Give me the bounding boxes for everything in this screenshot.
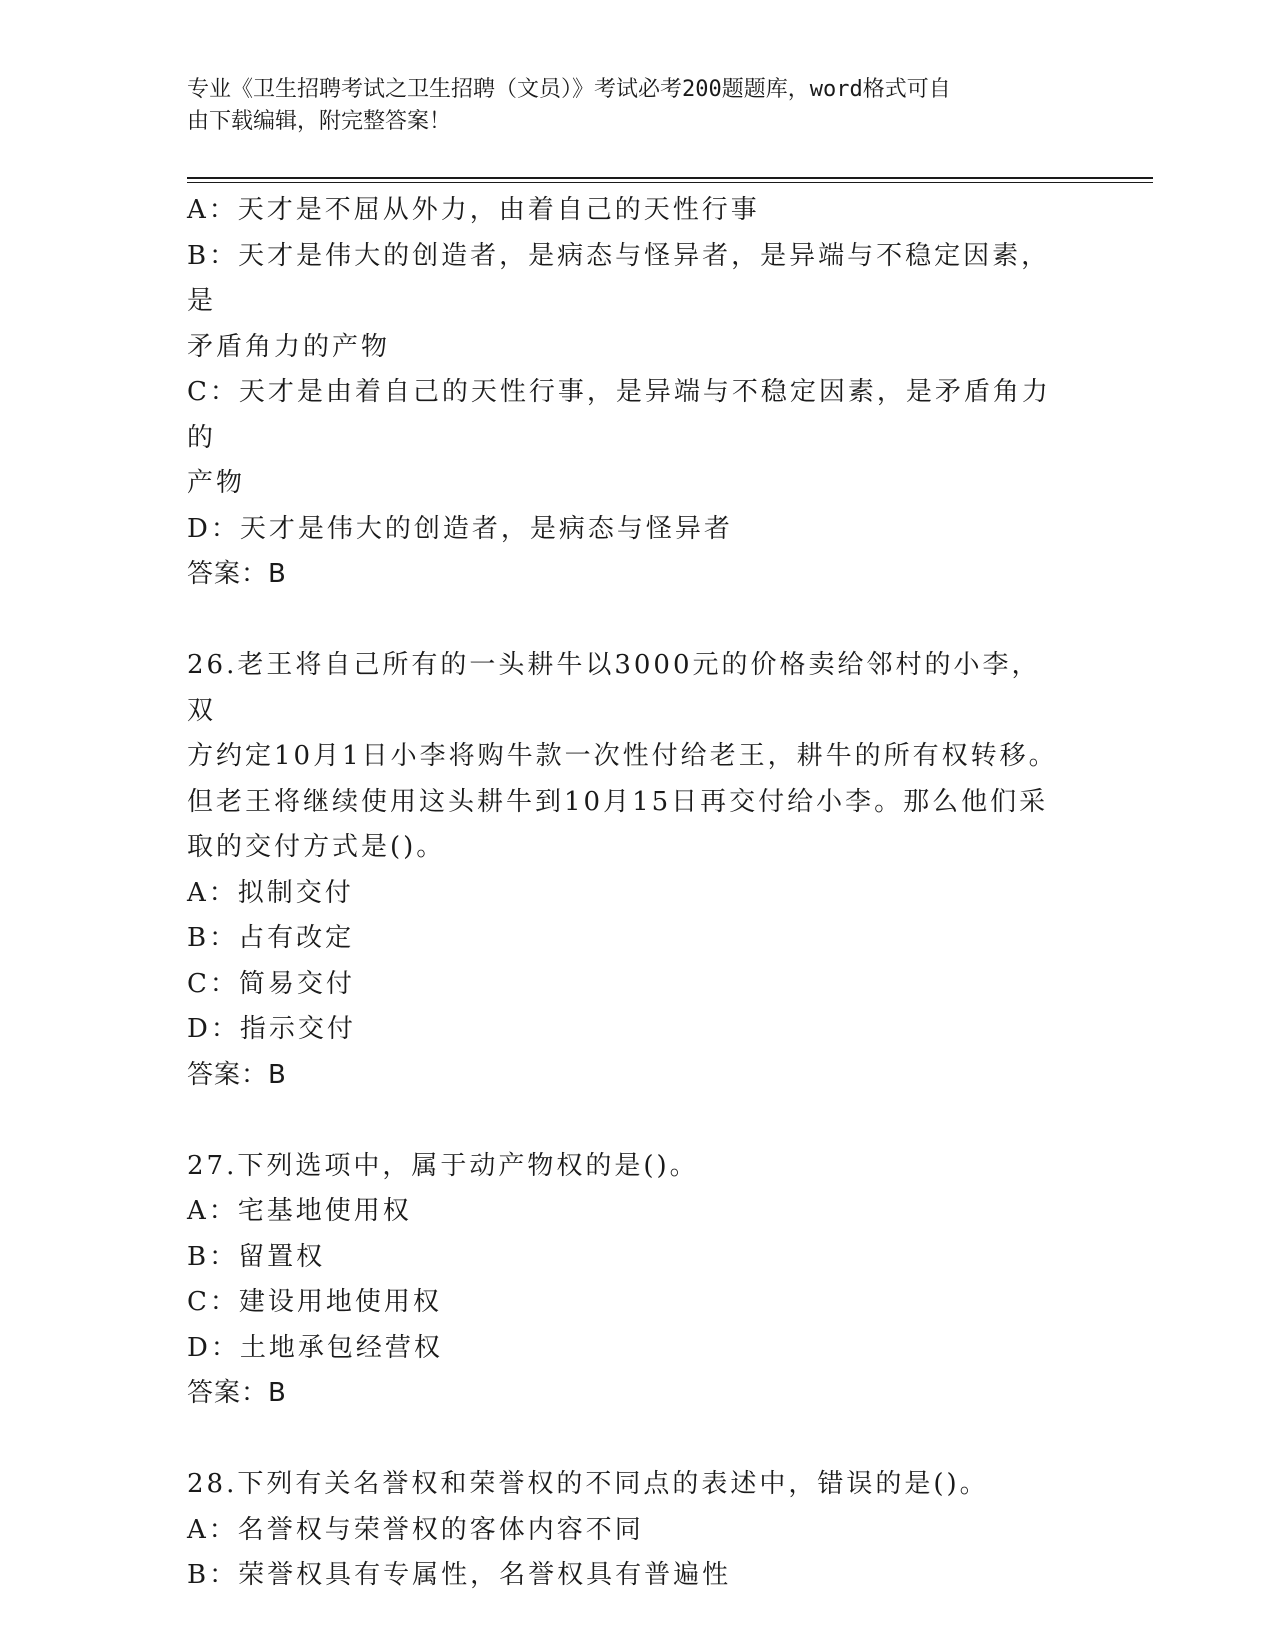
q27-option-c: C：建设用地使用权 (187, 1287, 442, 1317)
q25-option-c-line-2: 产物 (187, 468, 246, 498)
spacer (187, 1098, 1067, 1144)
question-25-options (187, 188, 1067, 598)
q27-option-b: B：留置权 (187, 1241, 326, 1272)
question-26 (187, 643, 1067, 1098)
question-28 (187, 1462, 1067, 1599)
header-rule-thin (187, 182, 1153, 183)
q26-answer: 答案：B (187, 1059, 287, 1090)
q26-option-b: B：占有改定 (187, 923, 355, 953)
q27-stem: 27.下列选项中，属于动产物权的是()。 (187, 1150, 699, 1181)
question-content (187, 188, 1067, 1599)
q27-answer: 答案：B (187, 1378, 287, 1408)
q26-option-d: D：指示交付 (187, 1014, 356, 1044)
header-line-2: 由下载编辑，附完整答案！ (187, 109, 452, 134)
q28-option-b: B：荣誉权具有专属性，名誉权具有普遍性 (187, 1560, 732, 1590)
document-header (187, 74, 1067, 138)
q25-option-b-line-1: B：天才是伟大的创造者，是病态与怪异者，是异端与不稳定因素，是 (187, 240, 1051, 316)
q26-stem-line-2: 方约定10月1日小李将购牛款一次性付给老王，耕牛的所有权转移。 (187, 741, 1058, 771)
q25-option-d: D：天才是伟大的创造者，是病态与怪异者 (187, 513, 733, 544)
q27-option-a: A：宅基地使用权 (187, 1196, 412, 1226)
q26-stem-line-3: 但老王将继续使用这头耕牛到10月15日再交付给小李。那么他们采 (187, 786, 1049, 817)
q25-option-b-line-2: 矛盾角力的产物 (187, 331, 391, 362)
q25-option-c-line-1: C：天才是由着自己的天性行事，是异端与不稳定因素，是矛盾角力的 (187, 377, 1051, 453)
question-27 (187, 1144, 1067, 1417)
q28-option-a: A：名誉权与荣誉权的客体内容不同 (187, 1514, 644, 1545)
spacer (187, 598, 1067, 644)
q26-option-a: A：拟制交付 (187, 877, 354, 908)
q28-stem: 28.下列有关名誉权和荣誉权的不同点的表述中，错误的是()。 (187, 1469, 989, 1499)
q26-stem-line-4: 取的交付方式是()。 (187, 832, 446, 862)
q25-option-a: A：天才是不屈从外力，由着自己的天性行事 (187, 195, 760, 225)
spacer (187, 1417, 1067, 1463)
header-rule-thick (187, 177, 1153, 179)
q27-option-d: D：土地承包经营权 (187, 1332, 443, 1363)
header-line-1: 专业《卫生招聘考试之卫生招聘（文员）》考试必考200题题库，word格式可自 (187, 77, 951, 102)
q26-stem-line-1: 26.老王将自己所有的一头耕牛以3000元的价格卖给邻村的小李，双 (187, 650, 1041, 726)
q25-answer: 答案：B (187, 559, 287, 589)
q26-option-c: C：简易交付 (187, 968, 355, 999)
